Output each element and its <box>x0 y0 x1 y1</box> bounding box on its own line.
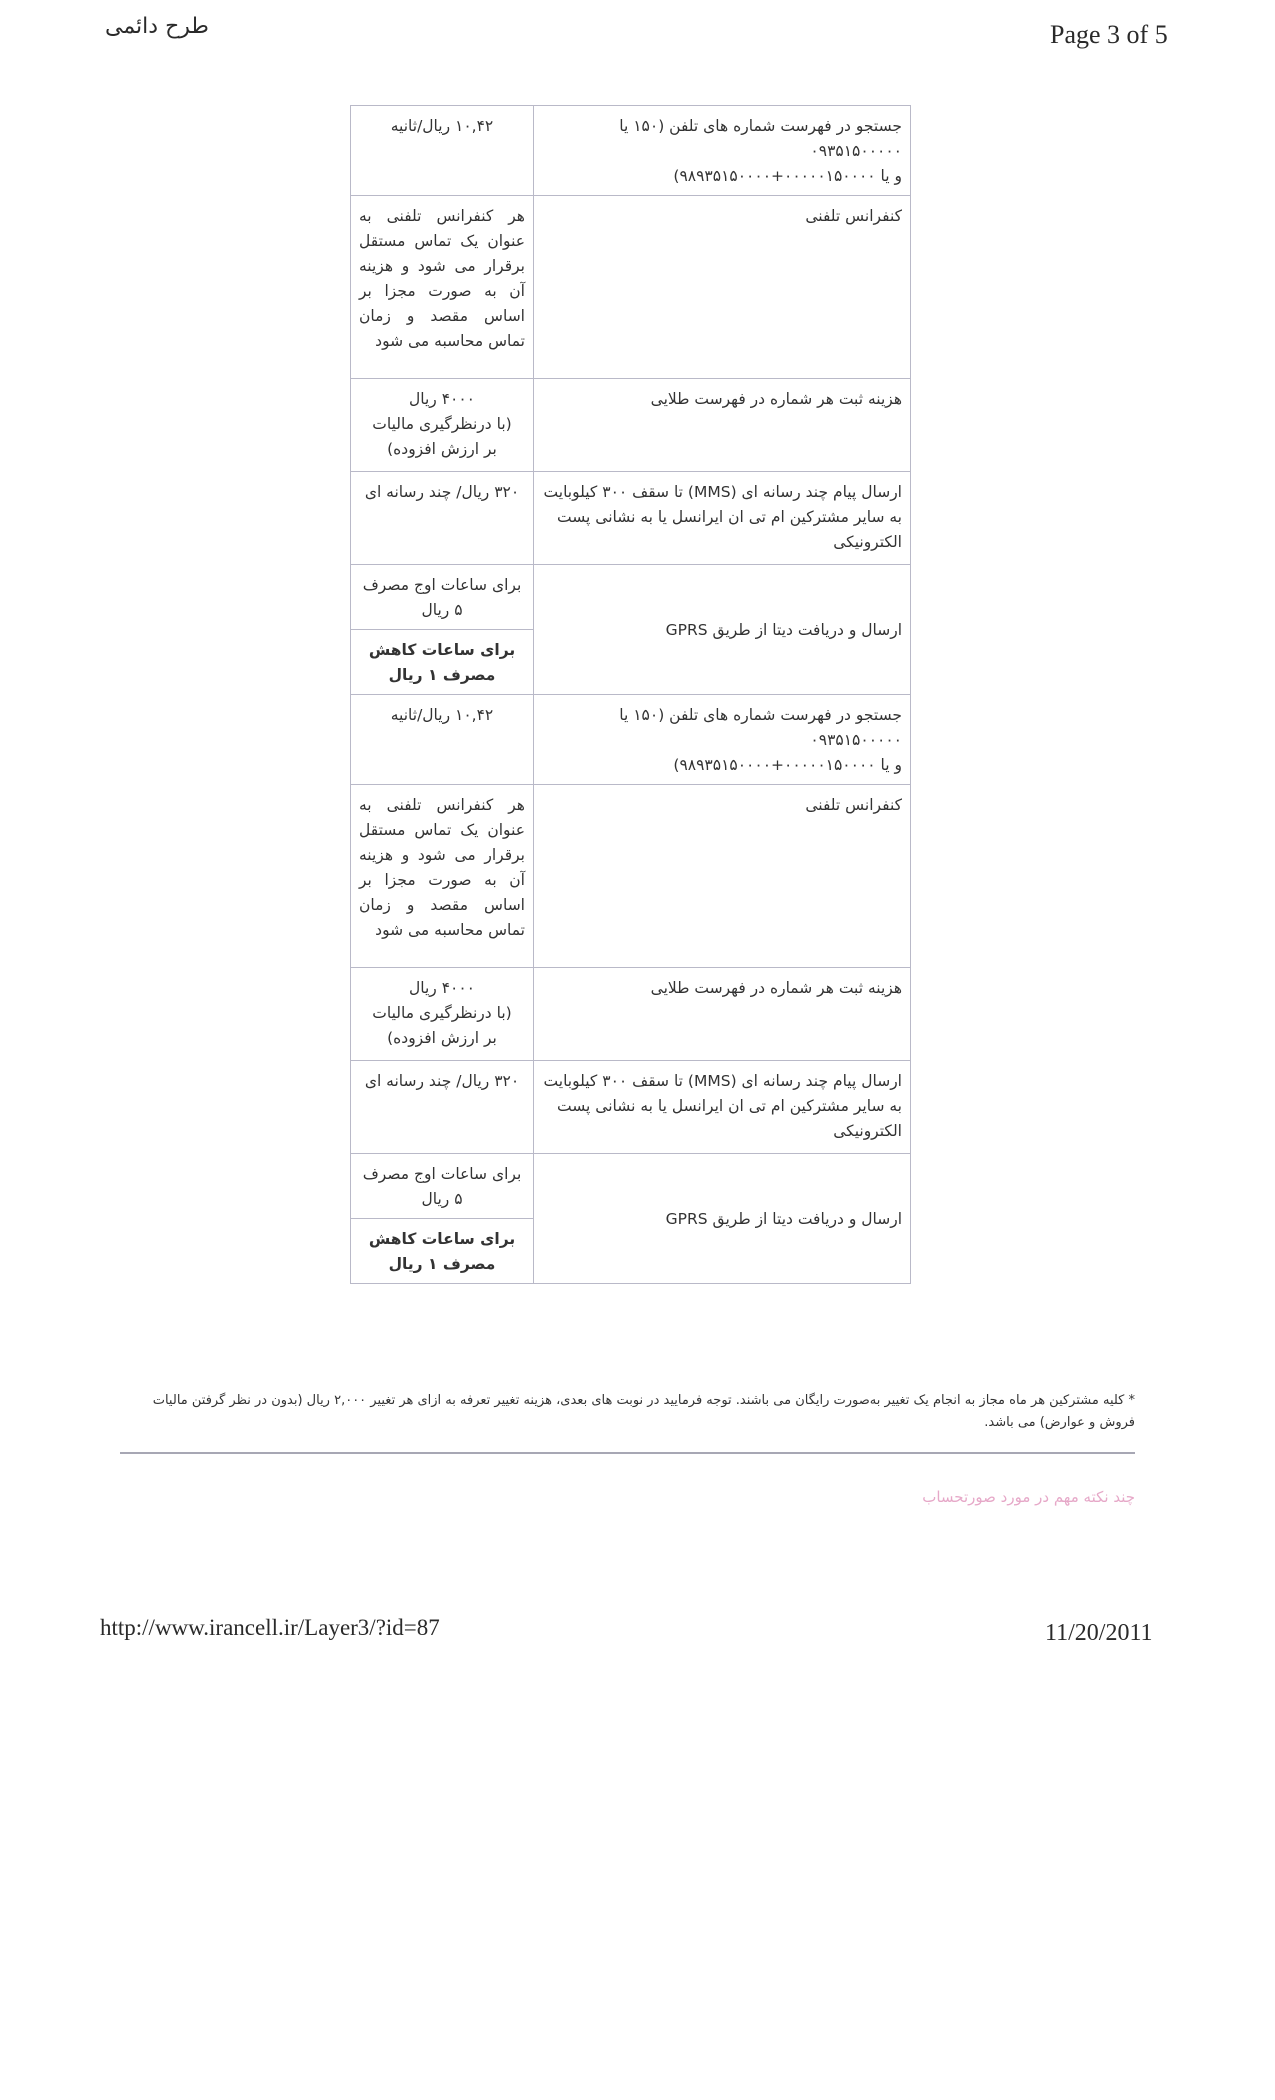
price-golden-list-cell <box>351 968 534 1061</box>
document-title: طرح دائمی <box>105 14 209 39</box>
service-search-line-1: جستجو در فهرست شماره های تلفن (۱۵۰ یا <box>619 706 902 724</box>
price-gprs-offpeak-line-2: مصرف ۱ ریال <box>388 1255 496 1273</box>
service-gprs: ارسال و دریافت دیتا از طریق GPRS <box>534 1154 911 1284</box>
service-search-line-1: جستجو در فهرست شماره های تلفن (۱۵۰ یا <box>619 117 902 135</box>
price-conference: هر کنفرانس تلفنی به عنوان یک تماس مستقل برقرار می شود و هزینه آن به صورت مجزا بر اساس مقصد و زمان تماس محاسبه می شود <box>351 785 534 968</box>
service-gprs: ارسال و دریافت دیتا از طریق GPRS <box>534 565 911 695</box>
divider <box>120 1452 1135 1454</box>
service-mms: ارسال پیام چند رسانه ای (MMS) تا سقف ۳۰۰ کیلوبایت به سایر مشترکین ام تی ان ایرانسل یا به نشانی پست الکترونیکی <box>534 1061 911 1154</box>
service-mms: ارسال پیام چند رسانه ای (MMS) تا سقف ۳۰۰ کیلوبایت به سایر مشترکین ام تی ان ایرانسل یا به نشانی پست الکترونیکی <box>534 472 911 565</box>
price-gprs-offpeak-line-1: برای ساعات کاهش <box>368 1230 516 1248</box>
billing-tips-link[interactable]: چند نکته مهم در مورد صورتحساب <box>922 1488 1135 1506</box>
table-row <box>351 196 911 379</box>
price-golden-line-1: ۴۰۰۰ ریال <box>408 390 476 408</box>
service-golden-list: هزینه ثبت هر شماره در فهرست طلایی <box>534 968 911 1061</box>
price-search: ۱۰,۴۲ ریال/ثانیه <box>351 106 534 196</box>
price-golden-line-2: (با درنظرگیری مالیات <box>372 415 512 433</box>
service-search-cell <box>534 695 911 785</box>
price-gprs-peak-cell <box>351 565 534 630</box>
price-gprs-peak-line-2: ۵ ریال <box>421 1190 463 1208</box>
price-gprs-offpeak-line-1: برای ساعات کاهش <box>368 641 516 659</box>
table-row <box>351 695 911 785</box>
price-gprs-offpeak-cell <box>351 630 534 695</box>
price-mms: ۳۲۰ ریال/ چند رسانه ای <box>351 1061 534 1154</box>
table-row <box>351 106 911 196</box>
price-gprs-offpeak-line-2: مصرف ۱ ریال <box>388 666 496 684</box>
footer-url: http://www.irancell.ir/Layer3/?id=87 <box>100 1615 440 1640</box>
table-row <box>351 472 911 565</box>
service-search-line-2: ۰۹۳۵۱۵۰۰۰۰۰ <box>810 142 902 160</box>
table-row <box>351 1061 911 1154</box>
footer-date: 11/20/2011 <box>1045 1620 1153 1646</box>
service-conference: کنفرانس تلفنی <box>534 196 911 379</box>
table-row <box>351 968 911 1061</box>
tariff-table <box>350 105 911 1284</box>
price-gprs-peak-cell <box>351 1154 534 1219</box>
page-number: Page 3 of 5 <box>1050 20 1168 49</box>
price-conference: هر کنفرانس تلفنی به عنوان یک تماس مستقل برقرار می شود و هزینه آن به صورت مجزا بر اساس مقصد و زمان تماس محاسبه می شود <box>351 196 534 379</box>
service-search-cell <box>534 106 911 196</box>
price-gprs-peak-line-1: برای ساعات اوج مصرف <box>362 1165 522 1183</box>
price-gprs-peak-line-2: ۵ ریال <box>421 601 463 619</box>
service-search-line-3: و یا ۰۰۰۰۰۱۵۰۰۰۰+۹۸۹۳۵۱۵۰۰۰۰) <box>673 167 902 185</box>
price-golden-list-cell <box>351 379 534 472</box>
footnote: * کلیه مشترکین هر ماه مجاز به انجام یک تغییر به‌صورت رایگان می باشند. توجه فرمایید در نوبت های بعدی، هزینه تغییر تعرفه به ازای هر تغییر ۲,۰۰۰ ریال (بدون در نظر گرفتن مالیات فروش و عوارض) می باشد. <box>152 1393 1135 1430</box>
price-golden-line-1: ۴۰۰۰ ریال <box>408 979 476 997</box>
table-row <box>351 785 911 968</box>
price-search: ۱۰,۴۲ ریال/ثانیه <box>351 695 534 785</box>
service-conference: کنفرانس تلفنی <box>534 785 911 968</box>
price-mms: ۳۲۰ ریال/ چند رسانه ای <box>351 472 534 565</box>
table-row <box>351 379 911 472</box>
price-golden-line-3: بر ارزش افزوده) <box>387 440 497 458</box>
service-search-line-3: و یا ۰۰۰۰۰۱۵۰۰۰۰+۹۸۹۳۵۱۵۰۰۰۰) <box>673 756 902 774</box>
table-row <box>351 565 911 630</box>
table-row <box>351 1154 911 1219</box>
price-gprs-peak-line-1: برای ساعات اوج مصرف <box>362 576 522 594</box>
price-golden-line-3: بر ارزش افزوده) <box>387 1029 497 1047</box>
service-search-line-2: ۰۹۳۵۱۵۰۰۰۰۰ <box>810 731 902 749</box>
price-gprs-offpeak-cell <box>351 1219 534 1284</box>
price-golden-line-2: (با درنظرگیری مالیات <box>372 1004 512 1022</box>
service-golden-list: هزینه ثبت هر شماره در فهرست طلایی <box>534 379 911 472</box>
